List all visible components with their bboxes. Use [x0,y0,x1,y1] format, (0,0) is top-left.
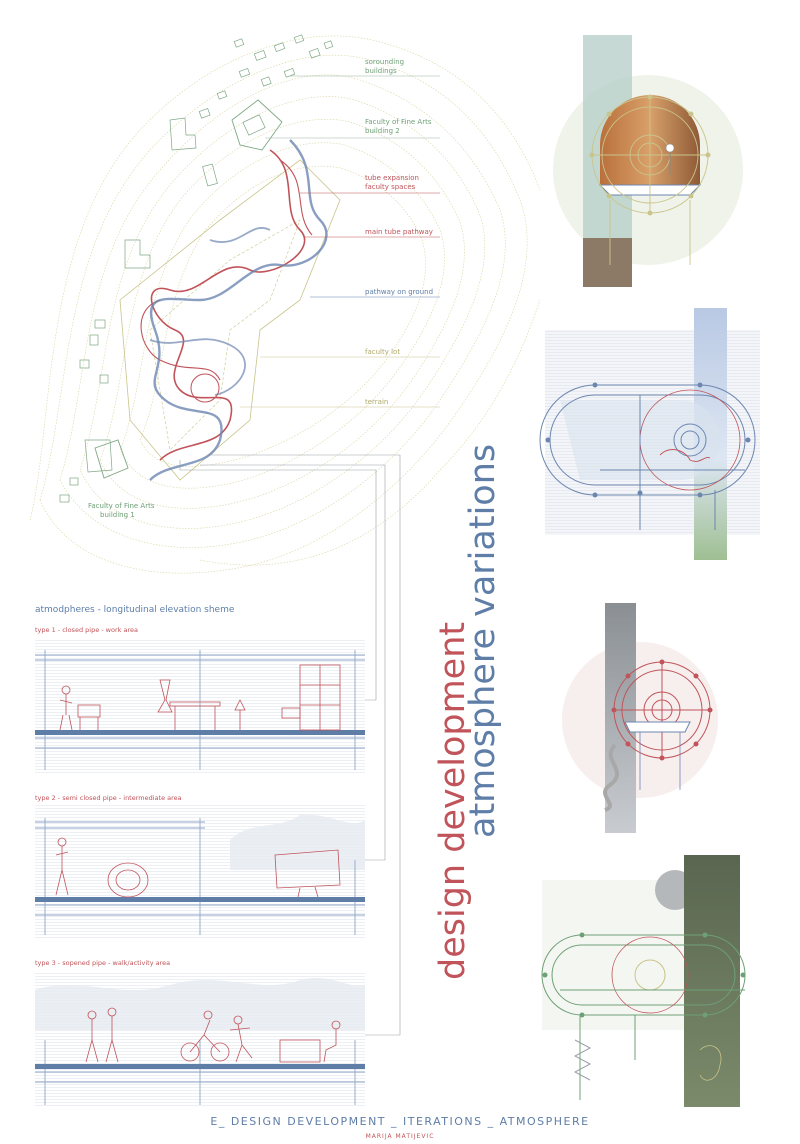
surrounding-buildings [60,35,333,502]
type-2-label: type 2 - semi closed pipe - intermediate area [35,794,182,802]
main-tube-pathway [151,150,304,460]
section-type-1 [35,626,365,775]
label-surrounding-buildings: sorounding buildings [365,58,405,75]
footer-title: E_ DESIGN DEVELOPMENT _ ITERATIONS _ ATMOSPHERE [210,1115,590,1128]
label-fine-arts-building-2: Faculty of Fine Arts building 2 [365,118,432,135]
atmosphere-image-1 [553,35,743,287]
label-fine-arts-building-1: Faculty of Fine Arts building 1 [88,502,155,519]
atmosphere-image-2 [540,308,760,560]
footer-author: MARIJA MATIJEVIC [365,1133,435,1140]
type-3-label: type 3 - sopened pipe - walk/activity area [35,959,171,967]
label-main-tube-pathway: main tube pathway [365,228,433,236]
label-tube-expansion: tube expansion faculty spaces [365,174,419,191]
ground-pathway [150,140,326,480]
atmosphere-image-3 [562,603,718,833]
title-design-development: design development [433,621,473,980]
label-pathway-on-ground: pathway on ground [365,288,434,296]
section-type-2 [35,794,365,940]
label-terrain: terrain [365,398,389,406]
sections-heading: atmodpheres - longitudinal elevation sheme [35,605,235,615]
vertical-title [433,444,503,980]
title-atmosphere-variations: atmosphere variations [463,443,503,838]
type-1-label: type 1 - closed pipe - work area [35,626,138,634]
label-faculty-lot: faculty lot [365,348,401,356]
sections [35,605,365,1107]
atmosphere-image-4 [542,855,746,1107]
section-type-3 [35,959,365,1107]
